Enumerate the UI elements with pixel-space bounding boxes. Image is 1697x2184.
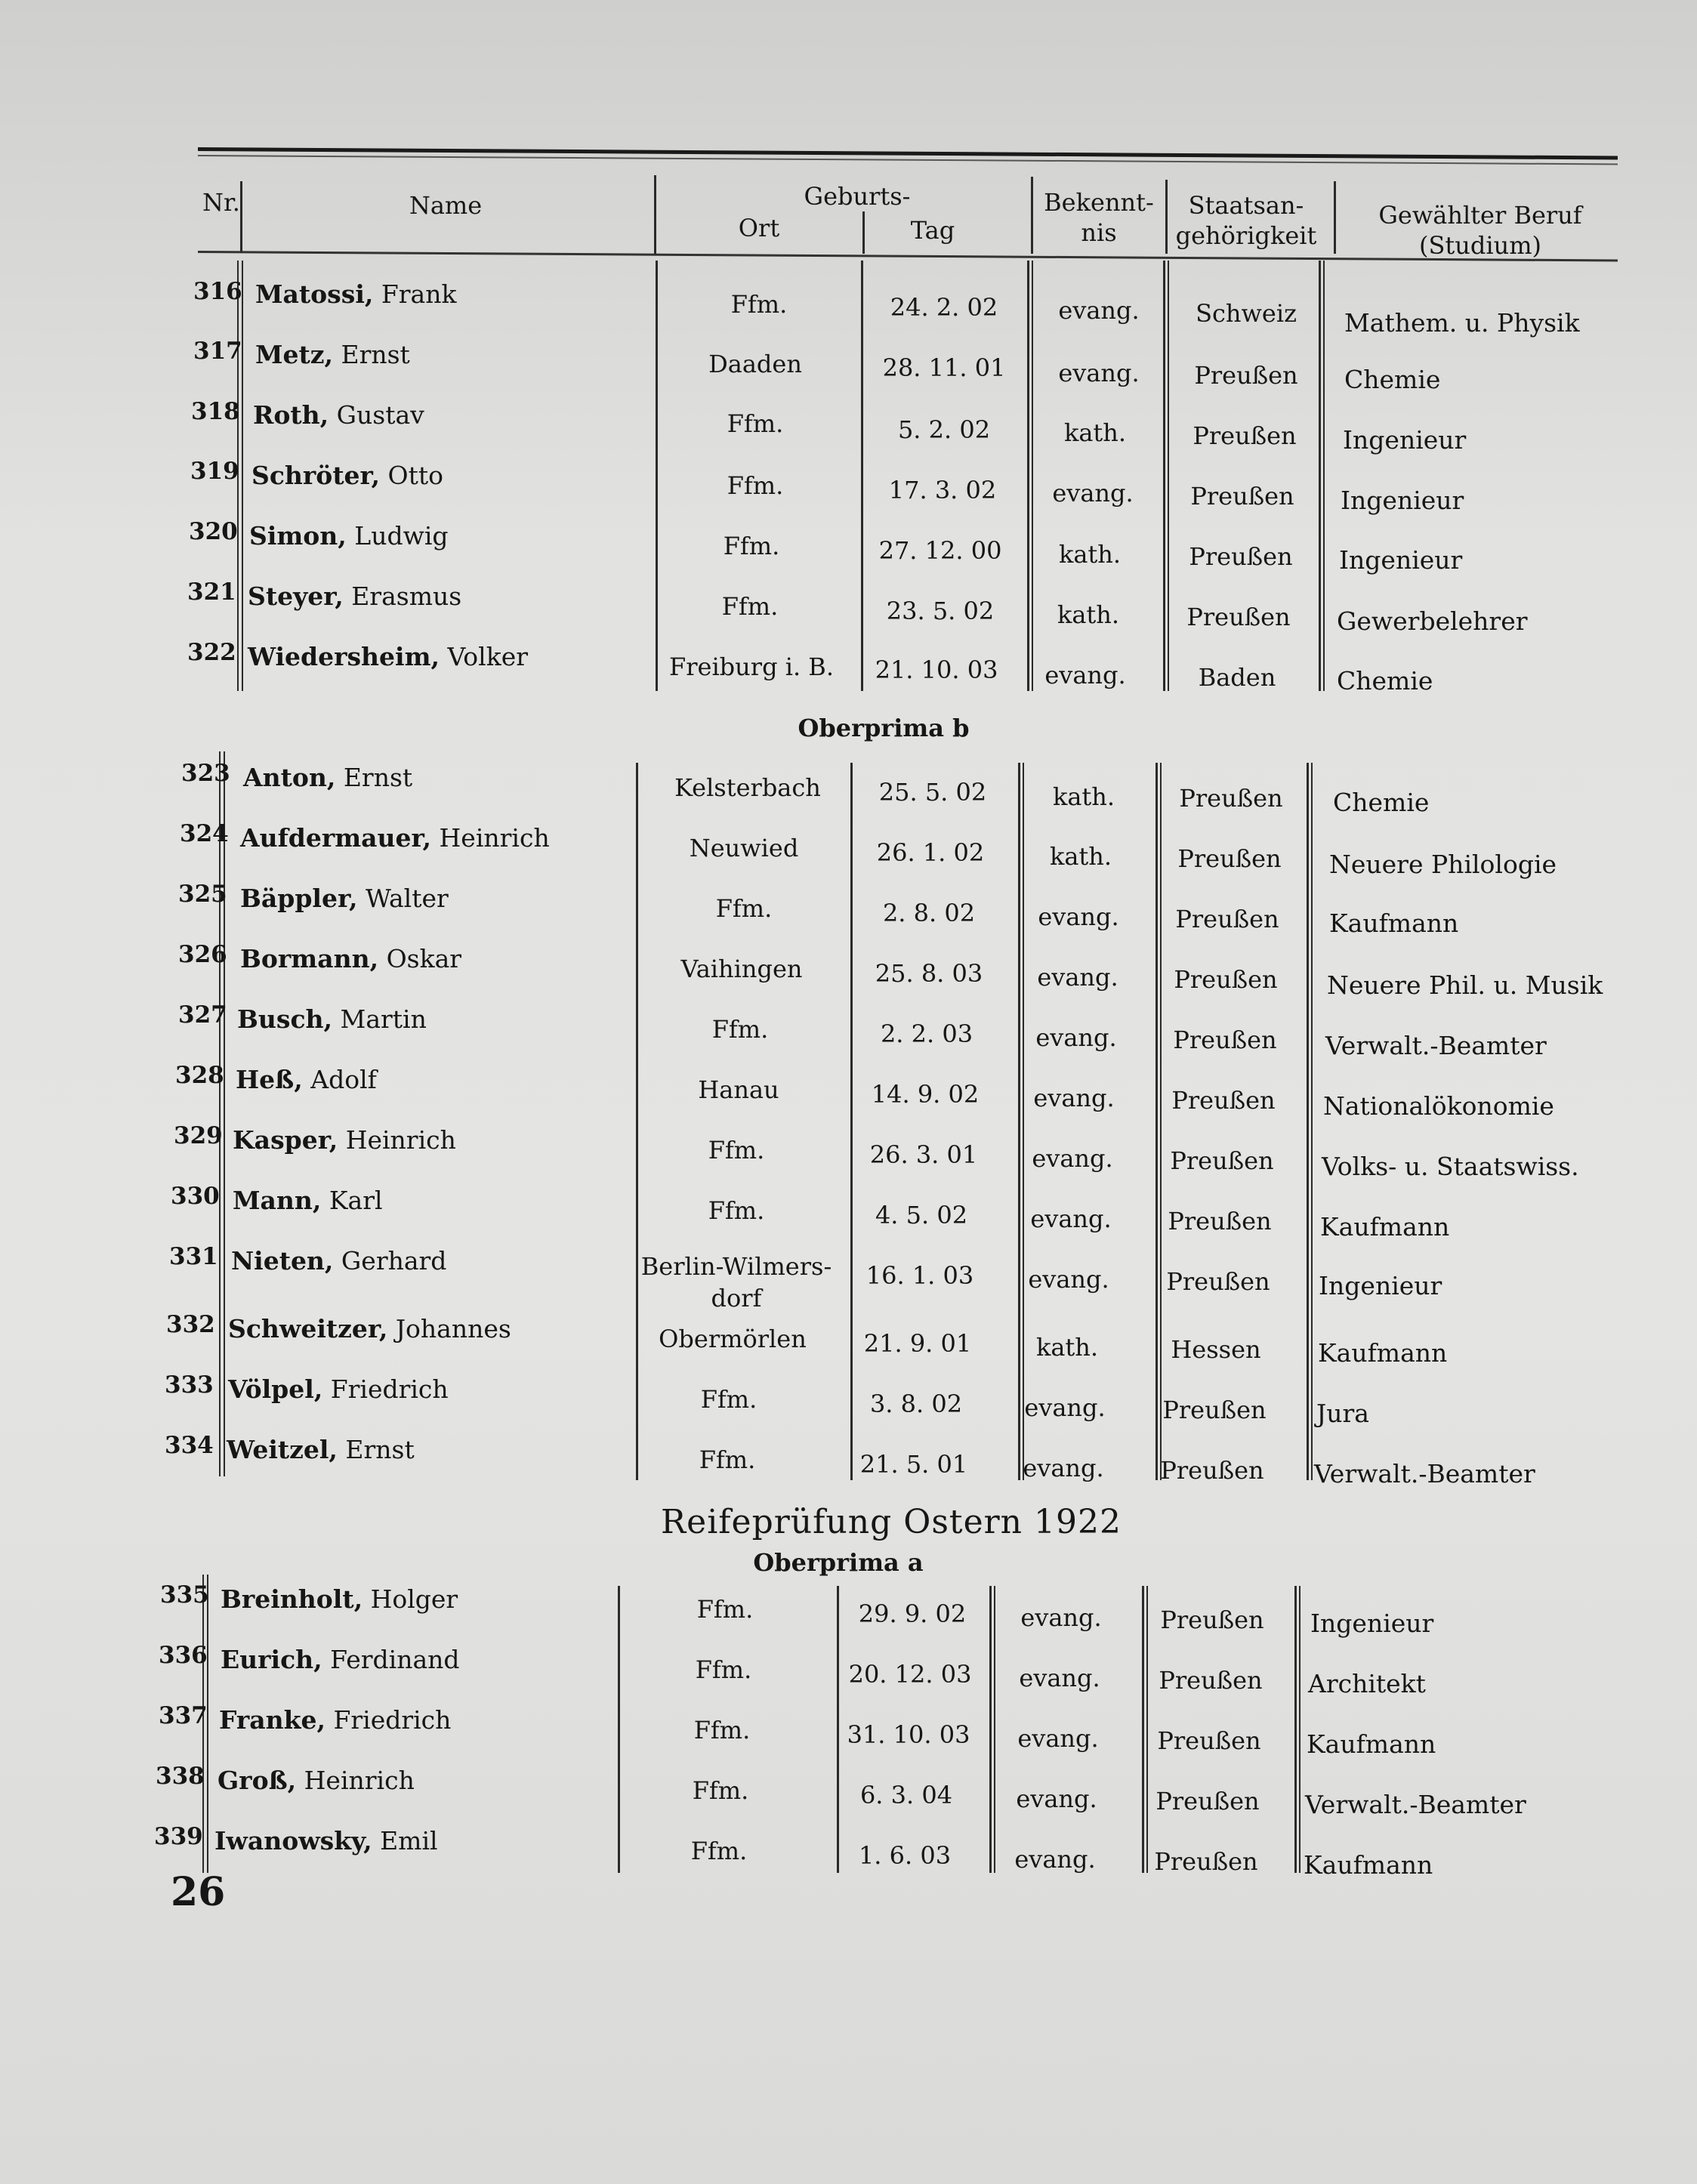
surname: Iwanowsky, bbox=[214, 1826, 372, 1855]
column-rule bbox=[636, 763, 638, 1480]
profession: Kaufmann bbox=[1307, 1729, 1436, 1759]
birth-date: 6. 3. 04 bbox=[859, 1781, 953, 1809]
profession: Mathem. u. Physik bbox=[1344, 308, 1580, 338]
student-name bbox=[249, 521, 449, 551]
row-number: 328 bbox=[175, 1062, 224, 1089]
birth-date: 2. 2. 03 bbox=[880, 1020, 973, 1048]
row-number: 339 bbox=[154, 1823, 203, 1850]
surname: Heß, bbox=[236, 1065, 303, 1094]
surname: Simon, bbox=[249, 521, 347, 551]
column-rule bbox=[1311, 763, 1313, 1480]
profession: Kaufmann bbox=[1320, 1212, 1450, 1242]
nationality: Baden bbox=[1198, 663, 1276, 692]
student-name bbox=[219, 1705, 451, 1735]
birth-place: Ffm. bbox=[708, 1196, 765, 1225]
surname: Kasper, bbox=[233, 1125, 338, 1155]
birth-place: Kelsterbach bbox=[674, 773, 821, 802]
profession: Kaufmann bbox=[1304, 1850, 1433, 1880]
row-number: 332 bbox=[166, 1311, 215, 1338]
profession: Verwalt.-Beamter bbox=[1305, 1790, 1526, 1819]
birth-place: Ffm. bbox=[700, 1385, 757, 1414]
surname: Schröter, bbox=[251, 461, 381, 490]
row-number: 324 bbox=[180, 820, 229, 847]
profession: Chemie bbox=[1344, 365, 1441, 394]
row-number: 333 bbox=[165, 1371, 214, 1399]
given-name: Adolf bbox=[310, 1065, 377, 1094]
surname: Weitzel, bbox=[227, 1435, 338, 1464]
birth-date: 26. 3. 01 bbox=[869, 1140, 978, 1169]
surname: Matossi, bbox=[255, 279, 374, 309]
surname: Schweitzer, bbox=[228, 1314, 388, 1343]
nationality: Preußen bbox=[1173, 1026, 1277, 1054]
nationality: Preußen bbox=[1194, 361, 1298, 390]
nationality: Preußen bbox=[1154, 1847, 1258, 1876]
profession: Nationalökonomie bbox=[1323, 1091, 1554, 1121]
student-name bbox=[221, 1584, 458, 1614]
nationality: Preußen bbox=[1166, 1267, 1270, 1296]
row-number: 334 bbox=[165, 1432, 214, 1459]
header-ort: Ort bbox=[738, 214, 780, 242]
confession: kath. bbox=[1058, 540, 1122, 569]
column-rule bbox=[1307, 763, 1309, 1480]
confession: evang. bbox=[1044, 661, 1126, 689]
given-name: Frank bbox=[381, 279, 457, 309]
exam-title: Reifeprüfung Ostern 1922 bbox=[661, 1503, 1122, 1541]
birth-date: 31. 10. 03 bbox=[847, 1720, 970, 1749]
birth-place: Berlin-Wilmers- dorf bbox=[640, 1252, 832, 1313]
confession: kath. bbox=[1057, 600, 1120, 629]
profession: Ingenieur bbox=[1310, 1609, 1434, 1638]
birth-date: 25. 8. 03 bbox=[875, 959, 983, 988]
birth-date: 29. 9. 02 bbox=[858, 1599, 967, 1628]
birth-place: Ffm. bbox=[727, 409, 784, 438]
given-name: Volker bbox=[447, 642, 529, 671]
birth-place: Freiburg i. B. bbox=[669, 652, 834, 681]
column-rule bbox=[1299, 1586, 1301, 1873]
row-number: 335 bbox=[160, 1581, 209, 1609]
confession: kath. bbox=[1052, 782, 1115, 811]
confession: evang. bbox=[1014, 1845, 1096, 1874]
birth-date: 1. 6. 03 bbox=[858, 1841, 952, 1870]
row-number: 329 bbox=[174, 1122, 223, 1149]
given-name: Ernst bbox=[341, 340, 410, 369]
given-name: Friedrich bbox=[330, 1374, 449, 1404]
birth-place: Hanau bbox=[698, 1075, 779, 1104]
given-name: Ernst bbox=[345, 1435, 415, 1464]
table-top-rule bbox=[198, 147, 1618, 159]
surname: Metz, bbox=[255, 340, 333, 369]
confession: evang. bbox=[1052, 479, 1134, 507]
header-geburts: Geburts- bbox=[804, 182, 911, 211]
birth-date: 3. 8. 02 bbox=[869, 1390, 963, 1418]
nationality: Preußen bbox=[1190, 482, 1294, 511]
student-name bbox=[240, 823, 550, 853]
nationality: Preußen bbox=[1168, 1207, 1272, 1235]
surname: Franke, bbox=[219, 1705, 326, 1735]
birth-place: Ffm. bbox=[696, 1595, 754, 1624]
birth-date: 24. 2. 02 bbox=[890, 293, 998, 322]
surname: Steyer, bbox=[248, 581, 344, 611]
given-name: Ernst bbox=[343, 763, 413, 792]
header-divider bbox=[654, 175, 656, 254]
nationality: Hessen bbox=[1171, 1335, 1261, 1364]
confession: evang. bbox=[1024, 1393, 1106, 1422]
row-number: 317 bbox=[193, 338, 242, 365]
confession: evang. bbox=[1028, 1265, 1109, 1294]
given-name: Heinrich bbox=[345, 1125, 456, 1155]
confession: evang. bbox=[1020, 1603, 1102, 1632]
nationality: Preußen bbox=[1174, 965, 1278, 994]
student-name bbox=[255, 340, 410, 369]
row-number: 319 bbox=[190, 458, 239, 485]
confession: evang. bbox=[1017, 1724, 1099, 1753]
birth-date: 27. 12. 00 bbox=[878, 536, 1002, 565]
student-name bbox=[218, 1766, 415, 1795]
confession: evang. bbox=[1058, 359, 1140, 387]
nationality: Preußen bbox=[1186, 603, 1291, 631]
birth-date: 2. 8. 02 bbox=[882, 899, 976, 927]
student-name bbox=[248, 642, 528, 671]
column-rule bbox=[242, 261, 243, 691]
birth-date: 20. 12. 03 bbox=[848, 1660, 972, 1689]
nationality: Preußen bbox=[1159, 1666, 1263, 1695]
header-staatsangehoerigkeit: Staatsan- gehörigkeit bbox=[1175, 191, 1317, 250]
birth-place: Obermörlen bbox=[659, 1325, 807, 1353]
column-rule bbox=[618, 1586, 620, 1873]
profession: Neuere Philologie bbox=[1329, 850, 1557, 879]
student-name bbox=[251, 461, 443, 490]
confession: kath. bbox=[1035, 1333, 1099, 1362]
row-number: 337 bbox=[159, 1702, 208, 1729]
birth-place: Ffm. bbox=[695, 1655, 752, 1684]
given-name: Gustav bbox=[336, 400, 424, 430]
confession: evang. bbox=[1016, 1785, 1097, 1813]
column-rule bbox=[656, 261, 658, 691]
given-name: Friedrich bbox=[333, 1705, 452, 1735]
given-name: Heinrich bbox=[439, 823, 550, 853]
birth-date: 4. 5. 02 bbox=[875, 1201, 968, 1229]
student-name bbox=[233, 1186, 383, 1215]
profession: Ingenieur bbox=[1339, 545, 1463, 575]
birth-place: Ffm. bbox=[721, 592, 779, 621]
column-rule bbox=[219, 751, 221, 1476]
birth-place: Ffm. bbox=[730, 290, 788, 319]
given-name: Martin bbox=[340, 1004, 427, 1034]
student-name bbox=[233, 1125, 456, 1155]
profession: Ingenieur bbox=[1343, 425, 1467, 455]
header-beruf: Gewählter Beruf (Studium) bbox=[1378, 201, 1582, 260]
column-rule bbox=[989, 1586, 992, 1873]
surname: Busch, bbox=[237, 1004, 333, 1034]
student-name bbox=[231, 1246, 446, 1276]
student-name bbox=[248, 581, 461, 611]
column-rule bbox=[1294, 1586, 1297, 1873]
nationality: Preußen bbox=[1160, 1456, 1264, 1485]
surname: Eurich, bbox=[221, 1645, 322, 1674]
profession: Verwalt.-Beamter bbox=[1314, 1459, 1535, 1488]
nationality: Preußen bbox=[1157, 1726, 1261, 1755]
birth-place: Ffm. bbox=[690, 1837, 748, 1865]
given-name: Oskar bbox=[386, 944, 462, 973]
section-heading-oberprima-a: Oberprima a bbox=[753, 1548, 924, 1577]
header-bekenntnis: Bekennt- nis bbox=[1044, 188, 1154, 247]
surname: Groß, bbox=[218, 1766, 297, 1795]
row-number: 331 bbox=[169, 1243, 218, 1270]
surname: Aufdermauer, bbox=[240, 823, 432, 853]
profession: Ingenieur bbox=[1319, 1271, 1442, 1300]
header-divider bbox=[1165, 180, 1168, 254]
birth-place: Ffm. bbox=[699, 1445, 756, 1474]
given-name: Holger bbox=[370, 1584, 458, 1614]
confession: evang. bbox=[1058, 296, 1140, 325]
nationality: Preußen bbox=[1162, 1396, 1267, 1424]
nationality: Preußen bbox=[1170, 1146, 1274, 1175]
birth-place: Ffm. bbox=[692, 1776, 749, 1805]
birth-date: 5. 2. 02 bbox=[897, 415, 991, 444]
nationality: Preußen bbox=[1156, 1787, 1260, 1815]
surname: Wiedersheim, bbox=[248, 642, 440, 671]
student-name bbox=[240, 944, 461, 973]
student-name bbox=[228, 1314, 511, 1343]
row-number: 338 bbox=[156, 1763, 205, 1790]
row-number: 320 bbox=[189, 518, 238, 545]
confession: evang. bbox=[1033, 1084, 1115, 1112]
row-number: 326 bbox=[178, 941, 227, 968]
column-rule bbox=[1323, 261, 1325, 691]
given-name: Emil bbox=[380, 1826, 438, 1855]
column-rule bbox=[224, 751, 225, 1476]
birth-place: Ffm. bbox=[693, 1716, 751, 1744]
confession: evang. bbox=[1030, 1205, 1112, 1233]
student-name bbox=[255, 279, 456, 309]
given-name: Johannes bbox=[395, 1314, 511, 1343]
row-number: 318 bbox=[191, 398, 240, 425]
page-number: 26 bbox=[171, 1869, 226, 1915]
given-name: Karl bbox=[329, 1186, 383, 1215]
profession: Kaufmann bbox=[1329, 908, 1459, 938]
header-tag: Tag bbox=[910, 216, 955, 245]
birth-place: Ffm. bbox=[727, 471, 784, 500]
row-number: 336 bbox=[159, 1642, 208, 1669]
profession: Verwalt.-Beamter bbox=[1325, 1031, 1547, 1060]
nationality: Preußen bbox=[1179, 784, 1283, 813]
birth-date: 21. 5. 01 bbox=[859, 1450, 968, 1479]
row-number: 330 bbox=[171, 1183, 220, 1210]
confession: evang. bbox=[1035, 1023, 1117, 1052]
header-name: Name bbox=[409, 191, 483, 220]
confession: evang. bbox=[1032, 1144, 1113, 1173]
nationality: Preußen bbox=[1175, 905, 1279, 933]
column-rule bbox=[850, 763, 853, 1480]
row-number: 321 bbox=[187, 578, 236, 606]
birth-date: 21. 9. 01 bbox=[863, 1329, 972, 1358]
nationality: Preußen bbox=[1171, 1086, 1276, 1115]
surname: Roth, bbox=[253, 400, 329, 430]
student-name bbox=[214, 1826, 438, 1855]
profession: Chemie bbox=[1337, 666, 1433, 696]
birth-place: Ffm. bbox=[708, 1136, 765, 1164]
profession: Kaufmann bbox=[1318, 1338, 1448, 1368]
birth-date: 28. 11. 01 bbox=[882, 353, 1006, 382]
birth-date: 17. 3. 02 bbox=[888, 476, 997, 504]
birth-date: 25. 5. 02 bbox=[878, 778, 987, 807]
surname: Mann, bbox=[233, 1186, 322, 1215]
nationality: Preußen bbox=[1189, 542, 1293, 571]
birth-date: 26. 1. 02 bbox=[876, 838, 985, 867]
confession: kath. bbox=[1049, 842, 1112, 871]
student-name bbox=[236, 1065, 377, 1094]
profession: Gewerbelehrer bbox=[1337, 606, 1528, 636]
confession: evang. bbox=[1023, 1454, 1104, 1482]
row-number: 316 bbox=[193, 278, 242, 305]
birth-place: Ffm. bbox=[711, 1015, 769, 1044]
birth-date: 23. 5. 02 bbox=[886, 597, 995, 625]
given-name: Otto bbox=[387, 461, 443, 490]
birth-place: Ffm. bbox=[723, 532, 780, 560]
confession: evang. bbox=[1038, 902, 1119, 931]
row-number: 323 bbox=[181, 760, 230, 787]
column-rule bbox=[861, 261, 863, 691]
birth-place: Vaihingen bbox=[680, 955, 803, 983]
surname: Breinholt, bbox=[221, 1584, 363, 1614]
profession: Volks- u. Staatswiss. bbox=[1322, 1152, 1579, 1181]
surname: Anton, bbox=[243, 763, 336, 792]
surname: Bormann, bbox=[240, 944, 379, 973]
given-name: Ferdinand bbox=[330, 1645, 460, 1674]
surname: Nieten, bbox=[231, 1246, 334, 1276]
confession: evang. bbox=[1037, 963, 1118, 992]
surname: Bäppler, bbox=[240, 884, 358, 913]
birth-place: Daaden bbox=[708, 350, 802, 378]
header-divider bbox=[1334, 181, 1336, 254]
confession: kath. bbox=[1063, 418, 1127, 447]
header-divider bbox=[240, 181, 242, 253]
student-name bbox=[221, 1645, 460, 1674]
student-name bbox=[240, 884, 449, 913]
nationality: Preußen bbox=[1160, 1606, 1264, 1634]
row-number: 325 bbox=[178, 881, 227, 908]
nationality: Preußen bbox=[1193, 421, 1297, 450]
profession: Neuere Phil. u. Musik bbox=[1327, 970, 1603, 1000]
student-name bbox=[228, 1374, 449, 1404]
header-nr: Nr. bbox=[202, 188, 240, 217]
nationality: Schweiz bbox=[1196, 299, 1297, 328]
given-name: Erasmus bbox=[351, 581, 462, 611]
row-number: 327 bbox=[178, 1001, 227, 1029]
given-name: Heinrich bbox=[304, 1766, 415, 1795]
student-name bbox=[253, 400, 424, 430]
student-name bbox=[243, 763, 412, 792]
birth-date: 16. 1. 03 bbox=[865, 1261, 974, 1290]
profession: Chemie bbox=[1333, 788, 1430, 817]
row-number: 322 bbox=[187, 639, 236, 666]
given-name: Gerhard bbox=[341, 1246, 447, 1276]
confession: evang. bbox=[1019, 1664, 1100, 1692]
given-name: Walter bbox=[365, 884, 449, 913]
nationality: Preußen bbox=[1177, 844, 1282, 873]
profession: Jura bbox=[1316, 1399, 1369, 1428]
section-heading-oberprima-b: Oberprima b bbox=[798, 714, 970, 742]
given-name: Ludwig bbox=[354, 521, 449, 551]
profession: Architekt bbox=[1308, 1669, 1426, 1698]
birth-place: Ffm. bbox=[715, 894, 773, 923]
surname: Völpel, bbox=[228, 1374, 323, 1404]
header-divider bbox=[1031, 177, 1033, 254]
birth-date: 14. 9. 02 bbox=[871, 1080, 980, 1109]
birth-date: 21. 10. 03 bbox=[875, 656, 998, 684]
profession: Ingenieur bbox=[1341, 486, 1464, 515]
birth-place: Neuwied bbox=[689, 834, 799, 862]
student-name bbox=[227, 1435, 415, 1464]
header-divider bbox=[862, 211, 865, 254]
student-name bbox=[237, 1004, 427, 1034]
